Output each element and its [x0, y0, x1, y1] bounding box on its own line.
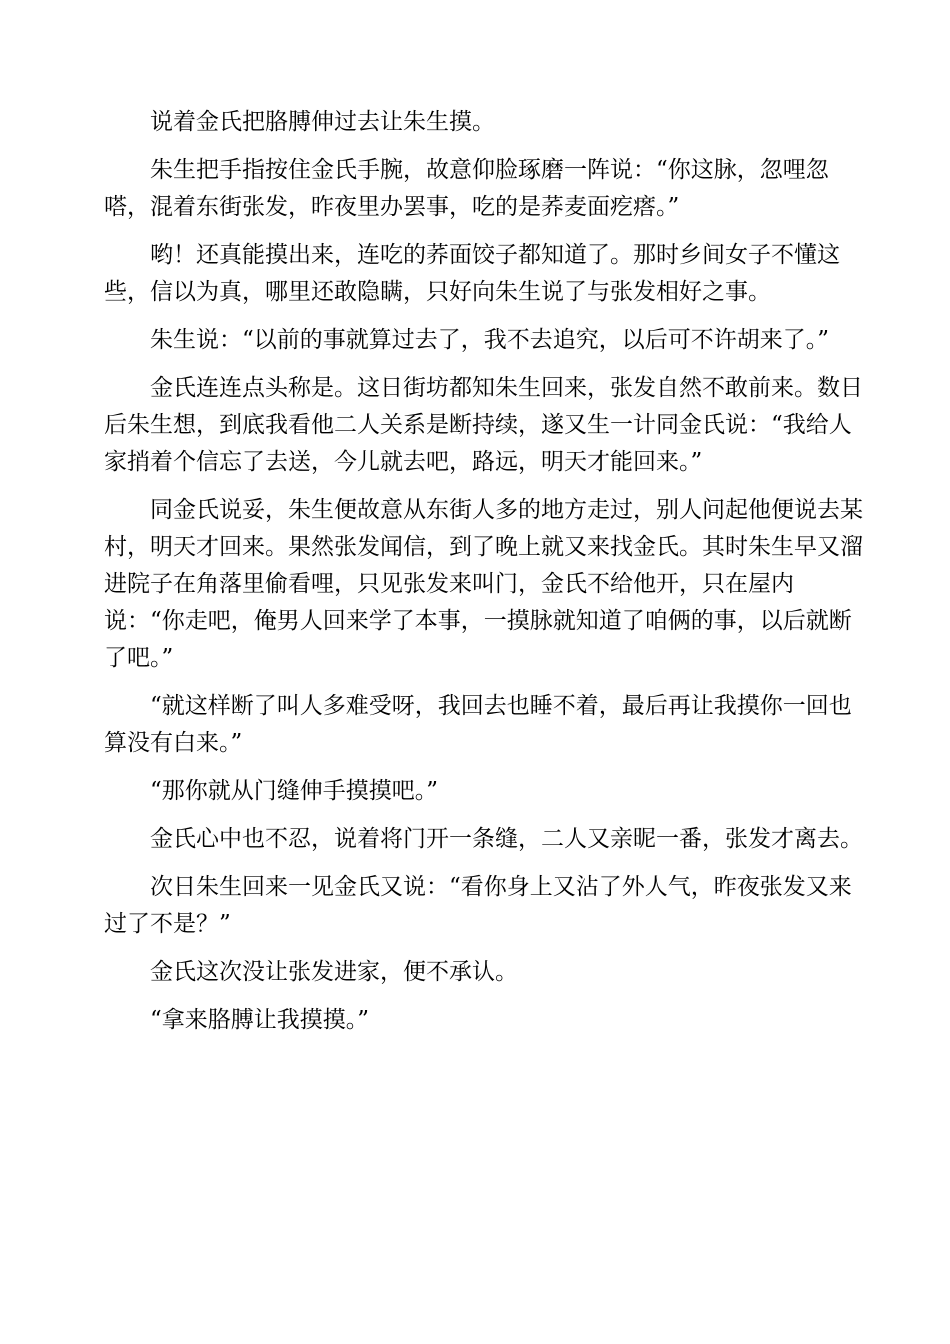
paragraph-1: 说着金氏把胳膊伸过去让朱生摸。: [150, 109, 495, 135]
paragraph-5: 金氏连连点头称是。这日街坊都知朱生回来，张发自然不敢前来。数日后朱生想，到底我看他二人关系是断持续，遂又生一计同金氏说：“我给人家捎着个信忘了去送，今儿就去吧，路远，明天才能回来。”: [104, 375, 863, 475]
paragraph-7: “就这样断了叫人多难受呀，我回去也睡不着，最后再让我摸你一回也算没有白来。”: [104, 693, 852, 756]
paragraph-9: 金氏心中也不忍，说着将门开一条缝，二人又亲昵一番，张发才离去。: [150, 826, 863, 852]
paragraph-2: 朱生把手指按住金氏手腕，故意仰脸琢磨一阵说：“你这脉，忽哩忽嗒，混着东街张发，昨夜里办罢事，吃的是荞麦面疙瘩。”: [104, 157, 829, 220]
paragraph-3: 哟！还真能摸出来，连吃的荞面饺子都知道了。那时乡间女子不懂这些，信以为真，哪里还敢隐瞒，只好向朱生说了与张发相好之事。: [104, 242, 840, 305]
paragraph-4: 朱生说：“以前的事就算过去了，我不去追究，以后可不许胡来了。”: [150, 327, 830, 353]
paragraph-12: “拿来胳膊让我摸摸。”: [150, 1007, 370, 1033]
paragraph-10: 次日朱生回来一见金氏又说：“看你身上又沾了外人气，昨夜张发又来过了不是？”: [104, 874, 852, 937]
paragraph-8: “那你就从门缝伸手摸摸吧。”: [150, 778, 439, 804]
paragraph-11: 金氏这次没让张发进家，便不承认。: [150, 959, 518, 985]
body-text: [104, 104, 872, 1050]
paragraph-6: 同金氏说妥，朱生便故意从东街人多的地方走过，别人问起他便说去某村，明天才回来。果然张发闻信，到了晚上就又来找金氏。其时朱生早又溜进院子在角落里偷看哩，只见张发来叫门，金氏不给他开，只在屋内说：“你走吧，俺男人回来学了本事，一摸脉就知道了咱俩的事，以后就断了吧。”: [104, 497, 863, 671]
